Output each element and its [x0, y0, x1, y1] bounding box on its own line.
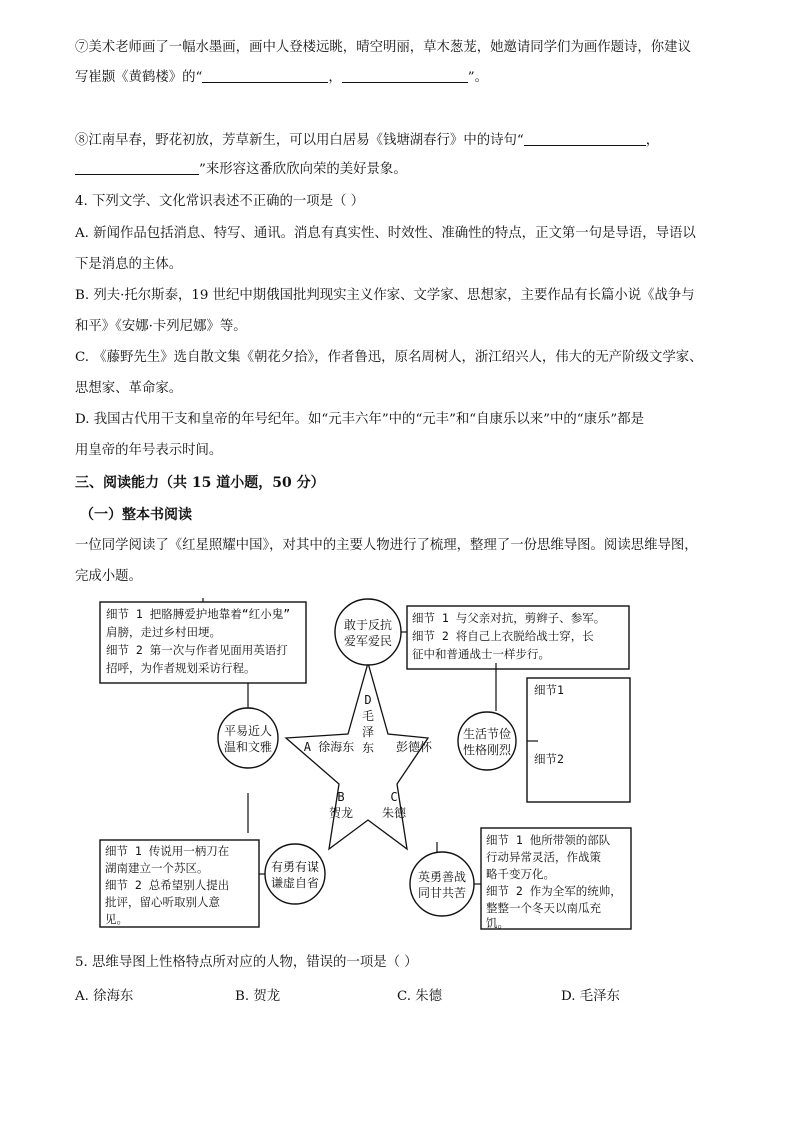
circle-left — [218, 708, 278, 768]
q4-option-a-line2: 下是消息的主体。 — [75, 257, 183, 272]
box-bl-line: 细节 2 总希望别人提出 — [105, 878, 230, 892]
section-title: 三、阅读能力（共 15 道小题，50 分） — [75, 475, 325, 491]
q7-line1: ⑦美术老师画了一幅水墨画，画中人登楼远眺，晴空明丽，草木葱茏，她邀请同学们为画作题诗，你建议 — [75, 40, 691, 55]
star-label-d-name: 东 — [361, 741, 375, 755]
star-label-c: C — [390, 790, 398, 804]
q8-suffix: ”来形容这番欣欣向荣的美好景象。 — [199, 162, 407, 177]
box-right-text — [534, 683, 564, 766]
box-top-left-text — [106, 607, 290, 675]
q7-blank-2[interactable] — [342, 68, 468, 83]
trait-left-2: 温和文雅 — [223, 740, 273, 754]
box-br-line: 细节 1 他所带领的部队 — [486, 833, 611, 847]
box-br-line: 饥。 — [486, 916, 509, 930]
q5-option-d[interactable]: D. 毛泽东 — [561, 989, 620, 1004]
star-label-b: B — [337, 790, 345, 804]
q8-prefix: ⑧江南早春，野花初放，芳草新生，可以用白居易《钱塘湖春行》中的诗句“ — [75, 133, 524, 148]
q7-suffix: ”。 — [467, 70, 489, 85]
q4-option-b-line2: 和平》《安娜·卡列尼娜》等。 — [75, 319, 247, 334]
box-tr-line: 征中和普通战士一样步行。 — [412, 647, 550, 661]
box-tr-line: 细节 1 与父亲对抗，剪辫子、参军。 — [412, 611, 606, 625]
trait-bl-1: 有勇有谋 — [270, 860, 320, 874]
star-label-d: D — [364, 693, 372, 707]
trait-right-1: 生活节俭 — [462, 727, 512, 741]
q8-sep: ， — [645, 133, 660, 148]
box-r-detail2: 细节2 — [534, 752, 564, 766]
q7-sep: ， — [328, 70, 342, 85]
box-r-detail1: 细节1 — [534, 683, 564, 697]
trait-right-2: 性格刚烈 — [462, 743, 512, 757]
box-tr-line: 细节 2 将自己上衣脱给战士穿，长 — [412, 629, 594, 643]
star-label-a: A 徐海东 — [303, 740, 355, 754]
trait-br-1: 英勇善战 — [417, 870, 467, 884]
trait-br-2: 同甘共苦 — [417, 886, 467, 900]
q8-blank-1[interactable] — [524, 131, 646, 146]
box-br-line: 细节 2 作为全军的统帅， — [486, 884, 622, 898]
q4-option-d-line2: 用皇帝的年号表示时间。 — [75, 443, 223, 458]
box-bottom-right-text — [486, 833, 622, 930]
star-label-b-name: 贺龙 — [328, 806, 354, 820]
q5-option-a[interactable]: A. 徐海东 — [75, 989, 134, 1004]
q5-option-c[interactable]: C. 朱德 — [397, 989, 443, 1004]
trait-bl-2: 谦虚自省 — [270, 876, 320, 890]
box-bottom-left-text — [105, 844, 229, 926]
circle-top — [335, 599, 401, 665]
q5-option-b[interactable]: B. 贺龙 — [235, 989, 281, 1004]
intro-line2: 完成小题。 — [75, 569, 142, 584]
star-shape — [286, 663, 428, 849]
q4-option-c-line1[interactable]: C. 《藤野先生》选自散文集《朝花夕拾》，作者鲁迅，原名周树人，浙江绍兴人，伟大的无产阶级文学家、 — [75, 350, 703, 365]
box-br-line: 整整一个冬天以南瓜充 — [486, 901, 601, 915]
subsection-title: （一）整本书阅读 — [80, 507, 192, 523]
box-tl-line: 细节 1 把胳膊爱护地靠着“红小鬼” — [106, 607, 291, 621]
box-bl-line: 批评，留心听取别人意 — [105, 895, 220, 909]
q8-line1 — [75, 131, 659, 151]
q7-line2 — [75, 68, 488, 88]
q7-blank-1[interactable] — [202, 68, 328, 83]
star-label-d-name: 毛 — [361, 709, 375, 723]
circle-bottom-left — [265, 844, 325, 904]
mind-map-diagram — [98, 598, 636, 938]
box-br-line: 略千变万化。 — [486, 867, 555, 881]
box-tl-line: 招呼，为作者规划采访行程。 — [106, 661, 256, 675]
q4-option-d-line1[interactable]: D. 我国古代用干支和皇帝的年号纪年。如“元丰六年”中的“元丰”和“自康乐以来”中的“康乐”都是 — [75, 412, 644, 427]
star-label-peng: 彭德怀 — [395, 740, 433, 754]
q4-option-c-line2: 思想家、革命家。 — [75, 381, 183, 396]
intro-line1: 一位同学阅读了《红星照耀中国》，对其中的主要人物进行了梳理，整理了一份思维导图。阅读思维导图， — [75, 538, 698, 553]
q4-option-b-line1[interactable]: B. 列夫·托尔斯泰，19 世纪中期俄国批判现实主义作家、文学家、思想家，主要作品有长篇小说《战争与 — [75, 288, 695, 303]
circle-bottom-right — [410, 852, 474, 916]
box-tl-line: 肩膀，走过乡村田埂。 — [106, 625, 221, 639]
q8-blank-2[interactable] — [75, 160, 199, 175]
trait-left-1: 平易近人 — [223, 724, 273, 738]
q4-stem: 4. 下列文学、文化常识表述不正确的一项是（ ） — [75, 194, 365, 209]
q5-stem: 5. 思维导图上性格特点所对应的人物，错误的一项是（ ） — [75, 955, 418, 970]
box-bl-line: 见。 — [105, 912, 128, 926]
box-br-line: 行动异常灵活，作战策 — [486, 850, 601, 864]
star-label-d-name: 泽 — [361, 725, 375, 739]
q8-line2 — [75, 160, 407, 180]
star-label-c-name: 朱德 — [381, 806, 407, 820]
q7-prefix: 写崔颢《黄鹤楼》的“ — [75, 70, 203, 85]
box-bl-line: 细节 1 传说用一柄刀在 — [105, 844, 230, 858]
trait-top-1: 敢于反抗 — [343, 618, 393, 632]
box-top-right-text — [412, 611, 605, 661]
box-bl-line: 湖南建立一个苏区。 — [105, 861, 209, 875]
q4-option-a-line1[interactable]: A. 新闻作品包括消息、特写、通讯。消息有真实性、时效性、准确性的特点，正文第一句是导语，导语以 — [75, 226, 696, 241]
circle-right — [458, 712, 516, 770]
trait-top-2: 爱军爱民 — [343, 634, 393, 648]
box-tl-line: 细节 2 第一次与作者见面用英语打 — [106, 643, 288, 657]
